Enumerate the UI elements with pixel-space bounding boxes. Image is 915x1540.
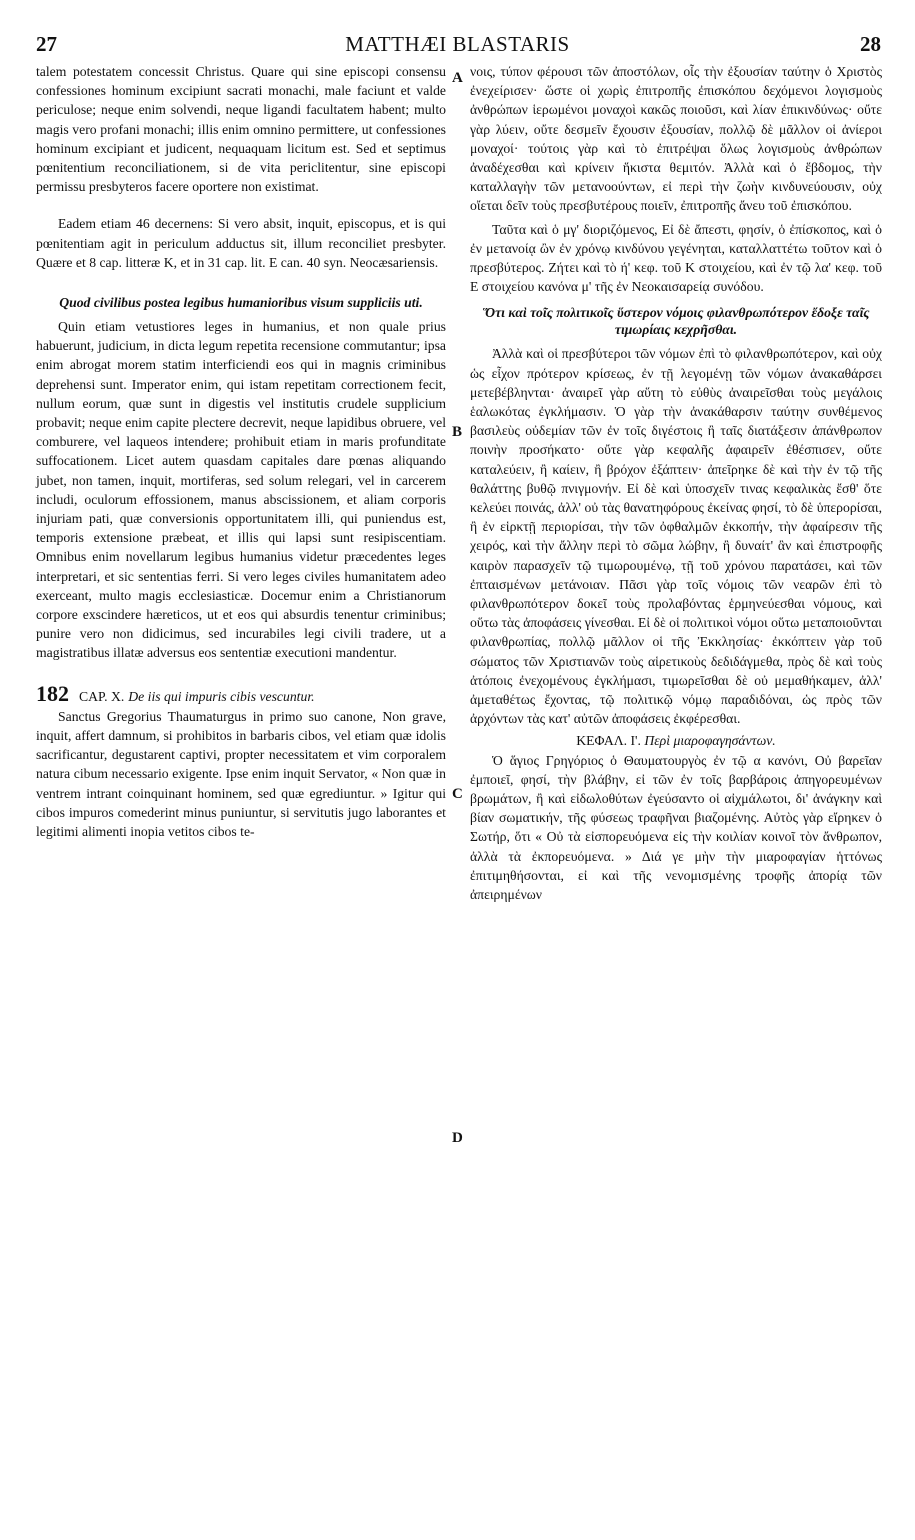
greek-paragraph-2: Ταῦτα καὶ ὁ μγ' διοριζόμενος, Εἰ δὲ ἄπεστι, φησίν, ὁ ἐπίσκοπος, καὶ ὁ ἐν μετανοίᾳ ὢν ἐν χρόνῳ κινδύνου γεγένηται, καταλλαττέτω τοῦτον καὶ ὁ πρεσβύτερος. Ζήτει καὶ τὸ ή' κεφ. τοῦ Κ στοιχείου, καὶ ἐν τῷ λα' κεφ. τοῦ Ε στοιχείου κανόνα μ' τῆς ἐν Νεοκαισαρείᾳ συνόδου. [470, 221, 882, 295]
latin-chapter-heading [36, 681, 446, 707]
latin-section-heading: Quod civilibus postea legibus humanioribus visum suppliciis uti. [59, 295, 423, 311]
greek-chapter-title: Περὶ μιαροφαγησάντων. [644, 732, 776, 748]
latin-paragraph-3: Quin etiam vetustiores leges in humanius, et non quale prius habuerunt, judicium, in dicta legum repetita recensione commutantur; ipsa enim abrogat morem statim interficiendi eos qui in magnis criminibus deprehensi sunt. Imperator enim, qui istam repetitam correctionem fecit, nullum eorum, quæ sunt in digestis vel institutis crudele supplicium probavit; neque enim capite plectere decrevit, neque lapidibus obruere, vel comburere, vel laqueos intendere; prohibuit etiam in maris profunditate suffocationem. Licet autem quasdam capitales dare pœnas aliquando jubet, non tamen, inquit, mortiferas, sed solum relegari, vel in carcerem includi, oculorum effossionem, manus abscissionem, et aliam corporis injuriam pati, quæ conversionis opportunitatem illi, qui puniendus est, temporis extensione præbeat, et illis qui lapsi sunt resipiscentiam. Omnibus enim novellarum legibus humanius videtur præcedentes leges interpretari, et sic sententias ferri. Si vero leges civiles humanitatem adeo exerceant, multo magis ecclesiasticæ. Docemur enim a Christianorum corpore exscindere hæreticos, ut et eos qui absurdis tenentur criminibus; punire vero non didicimus, sed incurabiles legi civili tradere, ut a magistratibus illatæ adversus eos sententiæ executioni mandentur. [36, 319, 446, 661]
greek-column [470, 62, 882, 904]
latin-column [36, 62, 446, 841]
greek-chapter-label: ΚΕΦΑΛ. Ι'. [576, 732, 641, 748]
running-title: MATTHÆI BLASTARIS [345, 32, 570, 56]
running-header [0, 28, 915, 58]
marginal-number: 182 [36, 680, 69, 706]
page-number-right: 28 [860, 32, 881, 56]
greek-paragraph-1: νοις, τύπον φέρουσι τῶν ἀποστόλων, οἷς τὴν ἐξουσίαν ταύτην ὁ Χριστὸς ἐνεχείρισεν· ὥστε οἱ χωρὶς ἐπιτροπῆς ἐπισκόπου δεχόμενοι λογισμοὺς ἀνθρώπων ἱερωμένοι μοναχοὶ κακῶς ποιοῦσι, καὶ λίαν ἐπικινδύνως· οὔτε γὰρ λύειν, οὔτε δεσμεῖν ἔχουσιν ἐξουσίαν, πολλῷ δὲ μᾶλλον οἱ ἀνίεροι μοναχοί· τούτοις γὰρ καὶ τὸ ἐπιτρέψαι ὅλως λογισμοὺς ἀνθρώπων ἀναδέχεσθαι καὶ κρίνειν ἥκιστα θεμιτόν. Ἀλλὰ καὶ ὁ ἕβδομος, τὴν καταλλαγὴν τῶν μετανοούντων, εἰ περὶ τὴν ζωὴν κινδυνεύουσιν, οὐχ οἴεται δεῖν τοὺς πρεσβυτέρους ποιεῖν, ἐπιτροπῆς ἄνευ τοῦ ἐπισκόπου. [470, 64, 882, 214]
greek-paragraph-3: Ἀλλὰ καὶ οἱ πρεσβύτεροι τῶν νόμων ἐπὶ τὸ φιλανθρωπότερον, καὶ οὐχ ὡς εἶχον πρότερον κρίσεως, ἐν τῇ λεγομένῃ τῶν νόμων ἀνακαθάρσει μετεβέβληνται· ἀναιρεῖ γὰρ αὕτη τὸ εὐθὺς ἀναιρεῖσθαι τοὺς μεγάλοις ἑαλωκότας ἐγκλήμασιν. Ὁ γὰρ τὴν ἀνακάθαρσιν ταύτην συνθέμενος βασιλεὺς οὐδεμίαν τῶν ἐν τοῖς διγέστοις ἢ ταῖς διατάξεσιν ἀπάνθρωπον ποινὴν προσήκατο· οὔτε γὰρ κεφαλῆς ἀφαιρεῖν ἐθέσπισεν, οὔτε καταλεύειν, ἢ καίειν, ἢ βρόχον ἐξάπτειν· ἀπεῖρηκε δὲ καὶ τὴν ἐν τῷ τῆς θαλάττης βυθῷ πνιγμονήν. Εἰ δὲ καὶ ὑποσχεῖν τινας κεφαλικὰς ἔσθ' ὅτε κελεύει ποινάς, ἀλλ' οὐ τὰς θανατηφόρους ἐκείνας φησί, τὸ δὲ ὑπερορίσαι, ἢ ἐν εἱρκτῇ περιορίσαι, τὴν τῶν ὀφθαλμῶν ἐκκοπήν, τὴν ἀφαίρεσιν τῆς χειρός, καὶ τὴν ἄλλην περὶ τὸ σῶμα λώβην, ἢ δυναίτ' ἂν καὶ ἐπιστροφῆς καιρὸν παρασχεῖν τῷ τιμωρουμένῳ, τῇ τοῦ χρόνου παρατάσει, καὶ τῶν ἐπταισμένων μετάνοιαν. Πᾶσι γὰρ τοῖς νόμοις τῶν νεαρῶν ἐπὶ τὸ φιλανθρωπότερον δοκεῖ τοὺς προλαβόντας ἑρμηνεύεσθαι νόμους, καὶ οὕτω τὰς ἀποφάσεις γίνεσθαι. Εἰ δὲ οἱ πολιτικοὶ νόμοι οὕτω μεταποιοῦνται φιλανθρωπίας, πολλῷ μᾶλλον οἱ τῆς Ἐκκλησίας· ἐκκόπτειν γὰρ τοῦ σώματος τῶν Χριστιανῶν τοὺς αἱρετικοὺς δεδιδάγμεθα, πρὸς δὲ καὶ τοὺς ἀτόποις ἐνεχομένους ἐγκλήμασι, τιμωρεῖσθαι δὲ οὐ μεμαθήκαμεν, ἀλλ' ἀμεταθέτως ἔχοντας, τῷ πολιτικῷ νόμῳ παραδιδόναι, ὡς πρὸς τῶν ἀρχόντων τὰς κατ' αὐτῶν ἀποφάσεις ἐκφέρεσθαι. [470, 346, 882, 727]
margin-marker-d: D [452, 1130, 463, 1146]
latin-chapter-title: De iis qui impuris cibis vescuntur. [128, 688, 315, 704]
latin-chapter-label: CAP. X. [79, 688, 125, 704]
latin-paragraph-4: Sanctus Gregorius Thaumaturgus in primo suo canone, Non grave, inquit, affert damnum, si prohibitos in barbaris cibos, vel etiam quæ idolis sacrificantur, degustarent captivi, propter necessitatem et vim corporalem natura cibum necessario exigente. Ipse enim inquit Servator, « Non quæ in ventrem intrant coinquinant hominem, sed quæ egrediuntur. » Igitur qui cibos impuros comederint minus puniuntur, si servitutis jugo laborantes et legitimi alimenti inopia vetitos cibos te- [36, 708, 446, 839]
greek-section-heading: Ὅτι καὶ τοῖς πολιτικοῖς ὕστερον νόμοις φιλανθρωπότερον ἔδοξε ταῖς τιμωρίαις κεχρῆσθαι. [482, 305, 870, 338]
margin-marker-a: A [452, 70, 463, 86]
page-number-left: 27 [36, 32, 57, 56]
greek-chapter-heading [470, 733, 882, 749]
greek-paragraph-4: Ὁ ἅγιος Γρηγόριος ὁ Θαυματουργὸς ἐν τῷ α κανόνι, Οὐ βαρεῖαν ἐμποιεῖ, φησί, τὴν βλάβην, εἰ τῶν ἐν τοῖς βαρβάροις ἀπηγορευμένων βρωμάτων, ἢ καὶ εἰδωλοθύτων ἐγεύσαντο οἱ αἰχμάλωτοι, δι' ἀνάγκην καὶ βίαν σωματικήν, τῆς φύσεως τραφῆναι βιαζομένης. Αὐτὸς γὰρ εἴρηκεν ὁ Σωτήρ, ὅτι « Οὐ τὰ εἰσπορευόμενα εἰς τὴν κοιλίαν κοινοῖ τὸν ἄνθρωπον, ἀλλὰ τὰ ἐκπορευόμενα. » Διά γε μὴν τὴν μιαροφαγίαν ἡττόνως ἐπιτιμηθήσονται, εἰ καὶ τῆς νενομισμένης τροφῆς ἀπορίᾳ τῶν ἀπειρημένων [470, 752, 882, 902]
margin-marker-b: B [452, 424, 463, 440]
latin-paragraph-2: Eadem etiam 46 decernens: Si vero absit, inquit, episcopus, et is qui pœnitentiam agit in periculum adductus sit, illum reconciliet presbyter. Quære et 8 cap. litteræ K, et in 31 cap. lit. E can. 40 syn. Neocæsariensis. [36, 216, 446, 270]
latin-paragraph-1: talem potestatem concessit Christus. Quare qui sine episcopi consensu confessiones hominum excipiunt sacrati monachi, male faciunt et valde periculose; neque enim solvendi, neque ligandi facultatem habent; multo magis vero profani monachi; illis enim omnino permittere, ut confessiones hominum excipiant et judicent, nequaquam licitum est. Sed et septimus pœnitentium reconciliationem, si de vita periclitentur, sine episcopi permissu presbyteros facere oportere non existimat. [36, 64, 446, 195]
margin-marker-c: C [452, 786, 463, 802]
